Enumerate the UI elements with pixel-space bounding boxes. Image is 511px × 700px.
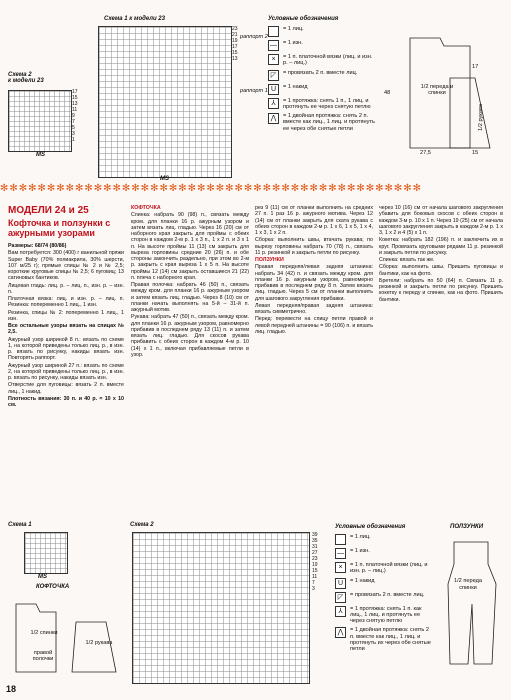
scheme1-bottom-grid bbox=[24, 532, 68, 574]
page-number: 18 bbox=[6, 684, 17, 694]
ssk-symbol-icon: ⅄ bbox=[268, 98, 279, 109]
ms-label-bottom: MS bbox=[38, 574, 47, 580]
garter-symbol-icon: × bbox=[268, 54, 279, 65]
scheme2-bottom-rows: 39 35 31 27 23 19 15 11 7 3 bbox=[312, 532, 318, 592]
polzunki-front-label: 1/2 переда bbox=[454, 578, 482, 584]
kofta-sleeve-label: 1/2 рукава bbox=[85, 640, 113, 646]
dim-27-5: 27,5 bbox=[420, 150, 431, 156]
section-heading-kofta: КОФТОЧКА bbox=[131, 205, 161, 211]
scheme2-bottom-title: Схема 2 bbox=[130, 522, 154, 528]
polzunki-pattern-piece bbox=[440, 534, 506, 674]
double-decrease-symbol-icon: ⋀ bbox=[268, 113, 279, 124]
rapport-1-label: раппорт 1 bbox=[240, 88, 268, 94]
garter-symbol-icon: × bbox=[335, 562, 346, 573]
yarn-over-symbol-icon: U bbox=[335, 578, 346, 589]
dim-48: 48 bbox=[384, 90, 391, 96]
ms-label-top-left: MS bbox=[36, 152, 45, 158]
dim-15: 15 bbox=[472, 150, 479, 156]
scheme1-top-title: Схема 1 к модели 23 bbox=[104, 16, 165, 22]
k2tog-symbol-icon: ◸ bbox=[268, 70, 279, 81]
model-subtitle: Кофточка и ползунки с ажурными узорами bbox=[8, 218, 111, 238]
yarn-over-symbol-icon: U bbox=[268, 84, 279, 95]
section-heading-polzunki: ПОЛЗУНКИ bbox=[255, 257, 284, 263]
double-decrease-symbol-icon: ⋀ bbox=[335, 627, 346, 638]
rapport-2-label: раппорт 2 bbox=[240, 34, 268, 40]
knit-symbol-icon bbox=[335, 534, 346, 545]
text-column-1: Размеры: 68/74 (80/86) Вам потребуется: 300 (400) г ванильной пряжи Super Baby (70% полиакрила, 30% шерсти, 107 м/25 г); прямые спицы № 2 и № 2,5; короткие круговые спицы № 2,5; 6 пуговиц; 13 сатиновых бантиков. Лицевая гладь: лиц. р. – лиц. п., изн. р. – изн. п. Платочная вязка: лиц. и изн. р. – лиц. п. Резинка: попеременно 1 лиц., 1 изн. Резинка, спицы № 2: попеременно 1 лиц., 1 изн. Все остальные узоры вязать на спицах № 2,5. Ажурный узор шириной 8 п.: вязать по схеме 1, на которой приведены только лиц. р., в изн. р. вязать по рисунку, накиды вязать изн. Повторять раппорт. Ажурный узор шириной 27 п.: вязать по схеме 2, на которой приведены только лиц. р., в изн. р. вязать по рисунку, накиды вязать изн. Отверстие для пуговицы: вязать 2 п. вместе лиц., 1 накид. Плотность вязания: 30 п. и 40 р. = 10 х 10 см. bbox=[8, 243, 124, 408]
knit-symbol-icon bbox=[268, 26, 279, 37]
text-column-2: КОФТОЧКА Спинка: набрать 90 (98) п., связать между кром. для планки 16 р. ажурным узором и затем вязать лиц. гладью. Через 16 (20) см от наборного края закрыть для проймы с обеих сторон в каждом 2-м р. 1 х 3 п., 1 х 2 п. и 3 х 1 п. На высоте проймы 11 (13) см закрыть для выреза горловины средние 20 (26) п. и обе стороны закончить раздельно, при этом во 2-м р. закрыть с края выреза 1 х 5 п. На высоте проймы 12 (14) см закрыть оставшиеся 21 (22) п. плеча с наборного края. Правая полочка: набрать 46 (50) п., связать между кром. для планки 16 р. ажурным узором и затем вязать лиц. гладью. Через 8 (10) см от планки начать выполнять на 5-й – 31-й п. ажурный мотив. Рукава: набрать 47 (50) п., связать между кром. для планки 16 р. ажурным узором, равномерно прибавив в последнем ряду 13 (11) п. и затем вязать лиц. гладью. Для скосов рукава прибавить с обеих сторон в каждом 4-м р. 10 (14) х 1 п., включая прибавляемые петли в узор. bbox=[131, 205, 249, 358]
ms-label-top: MS bbox=[160, 176, 169, 182]
polzunki-back-label: спинки bbox=[459, 585, 477, 591]
polzunki-label: ПОЛЗУНКИ bbox=[450, 524, 484, 530]
scheme2-top-rows: 17 15 13 11 9 7 5 3 1 bbox=[72, 89, 78, 143]
scheme1-top-grid bbox=[98, 26, 232, 178]
model-title: МОДЕЛИ 24 и 25 bbox=[8, 205, 89, 216]
legend-bottom: Условные обозначения = 1 лиц. — = 1 изн. × = 1 п. платочной вязки (лиц. и изн. р. – лиц.) U = 1 накид ◸ = провязать 2 п. вместе лиц. ⅄ = 1 протяжка: снять 1 п. как лиц., 1 лиц. и протянуть ее через снятую петлю ⋀ = 1 двойная протяжка: снять 2 п. вместе как лиц., 1 лиц. и протянуть их через обе снятые петли bbox=[335, 524, 435, 656]
scheme1-top-rows: 23 21 19 17 15 13 bbox=[232, 26, 238, 62]
kofta-back-label: 1/2 спинки bbox=[30, 630, 58, 636]
k2tog-symbol-icon: ◸ bbox=[335, 592, 346, 603]
label-front-back-half: 1/2 переда и спинки bbox=[420, 84, 454, 97]
divider-stars: ✻✻✻✻✻✻✻✻✻✻✻✻✻✻✻✻✻✻✻✻✻✻✻✻✻✻✻✻✻✻✻✻✻✻✻✻✻✻✻✻✻✻✻✻✻ bbox=[0, 183, 423, 194]
label-sleeve-half: 1/2 рукава bbox=[478, 104, 484, 131]
kofta-label: КОФТОЧКА bbox=[36, 584, 70, 590]
scheme2-top-grid bbox=[8, 90, 72, 152]
kofta-pattern-pieces bbox=[6, 592, 124, 682]
purl-symbol-icon: — bbox=[337, 550, 344, 557]
scheme2-top-title: Схема 2 к модели 23 bbox=[8, 72, 44, 84]
text-column-4: через 10 (16) см от начала шагового закругления убавить для боковых скосов с обеих сторон в каждом 3-м р. 10 х 1 п. Через 19 (25) см от начала шагового закругления закрыть в каждом 2-м р. 1 х 3, 1 х 2 и 4 (5) х 1 п. Кокетка: набрать 182 (196) п. и заключить их в круг. Провязать круговыми рядами 11 р. резинкой и закрыть петли по рисунку. Спинка: вязать так же. Сборка: выполнить швы. Пришить пуговицы и бантики, как на фото. Бретели: набрать по 50 (64) п. Связать 11 р. резинкой и закрыть петли по рисунку. Пришить кокетку к переду и спинке, как на фото. Пришить бантики. bbox=[379, 205, 503, 303]
dim-17: 17 bbox=[472, 64, 479, 70]
text-column-3: рез 9 (11) см от планки выполнить на средних 27 п. 1 раз 16 р. ажурного мотива. Через 12 (14) см от планки закрыть для ската рукава с обеих сторон в каждом 2-м р. 1 х 6, 1 х 5, 1 х 4, 1 х 3, 1 х 2 п. Сборка: выполнить швы, втачать рукава; по вырезу горловины набрать 70 (78) п., связать 11 р. резинкой и закрыть петли по рисунку. ПОЛЗУНКИ Правая передняя/левая задняя штанина: набрать 34 (42) п. и связать между кром. для планки 16 р. ажурным узором, равномерно прибавив в последнем ряду 8 п. Затем вязать лиц. гладью. Через 5 см от планки выполнить для шагового закругления прибавки. Левая передняя/правая задняя штанина: вязать симметрично. Перед: перевести на спицу петли правой и левой передней штанины = 90 (106) п. и вязать лиц. гладью. bbox=[255, 205, 373, 335]
legend-top: Условные обозначения = 1 лиц. — = 1 изн. × = 1 п. платочной вязки (лиц. и изн. р. – лиц.) ◸ = провязать 2 п. вместе лиц. U = 1 накид ⅄ = 1 протяжка: снять 1 п., 1 лиц. и протянуть ее через снятую петлю ⋀ = 1 двойная протяжка: снять 2 п. вместе как лиц., 1 лиц. и протянуть ее через обе снятые петли bbox=[268, 16, 378, 135]
kofta-front-label: правой полочки bbox=[32, 650, 54, 663]
legend-top-title: Условные обозначения bbox=[268, 16, 339, 22]
purl-symbol-icon: — bbox=[270, 42, 277, 49]
scheme2-bottom-grid bbox=[132, 532, 310, 684]
legend-bottom-title: Условные обозначения bbox=[335, 524, 406, 530]
ssk-symbol-icon: ⅄ bbox=[335, 606, 346, 617]
scheme1-bottom-title: Схема 1 bbox=[8, 522, 32, 528]
